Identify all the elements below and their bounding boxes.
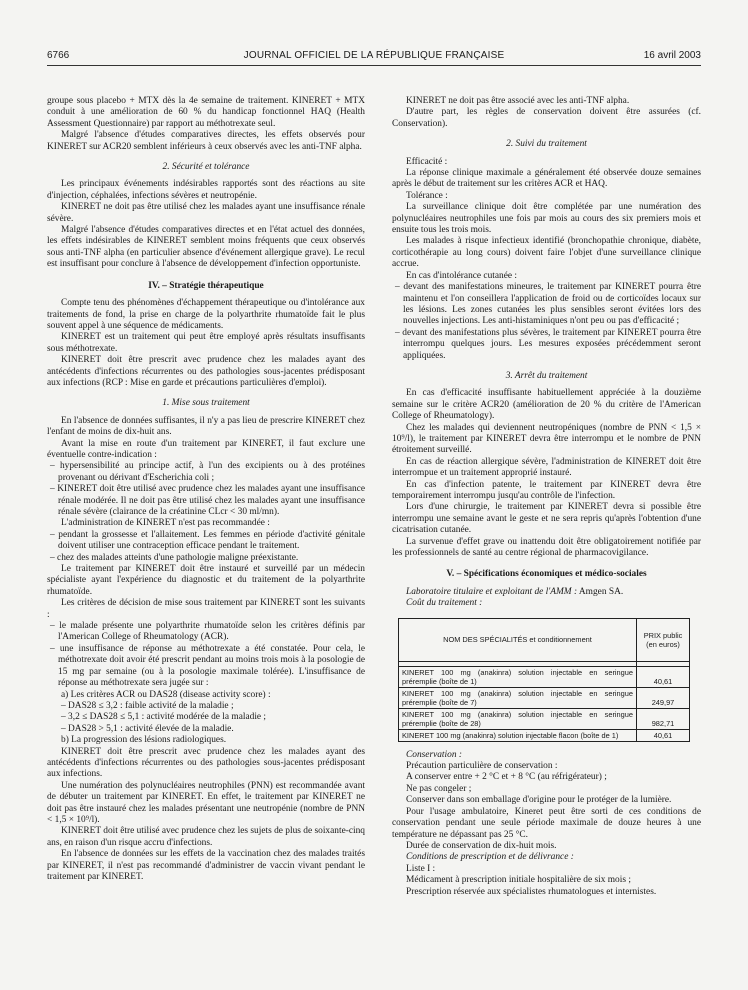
list-item: – le malade présente une polyarthrite rhumatoïde selon les critères définis par l'American College of Rheumatology (ACR).	[50, 621, 365, 643]
paragraph: KINERET doit être utilisé avec prudence chez les sujets de plus de soixante-cinq ans, en raison d'un risque accru d'infections.	[47, 826, 365, 848]
list-item: – DAS28 ≤ 3,2 : faible activité de la maladie ;	[61, 700, 234, 711]
paragraph	[392, 587, 701, 598]
section-heading: 2. Sécurité et tolérance	[162, 162, 250, 173]
paragraph: Lors d'une chirurgie, le traitement par KINERET devra si possible être interrompu une semaine avant le geste et ne sera repris qu'après l'obtention d'une cicatrisation cutanée.	[392, 502, 701, 536]
paragraph: Prescription réservée aux spécialistes rhumatologues et internistes.	[406, 886, 657, 897]
subheading: Conditions de prescription et de délivrance :	[406, 852, 574, 863]
paragraph: Conserver dans son emballage d'origine pour le protéger de la lumière.	[406, 795, 672, 806]
subheading: Tolérance :	[406, 190, 448, 201]
list-item: – DAS28 > 5,1 : activité élevée de la maladie.	[61, 723, 234, 734]
paragraph: A conserver entre + 2 °C et + 8 °C (au réfrigérateur) ;	[406, 772, 607, 783]
journal-title: JOURNAL OFFICIEL DE LA RÉPUBLIQUE FRANÇAISE	[243, 50, 505, 61]
paragraph: Le traitement par KINERET doit être instauré et surveillé par un médecin spécialiste ayant l'expérience du diagnostic et du traitement de la polyarthrite rhumatoïde.	[47, 564, 365, 597]
table-row	[399, 729, 690, 741]
table-cell-name: KINERET 100 mg (anakinra) solution injectable en seringue préremplie (boîte de 1)	[399, 666, 637, 687]
paragraph: Durée de conservation de dix-huit mois.	[406, 840, 557, 851]
list-item: – 3,2 ≤ DAS28 ≤ 5,1 : activité modérée de la maladie ;	[61, 712, 267, 723]
paragraph: KINERET doit être prescrit avec prudence chez les malades ayant des antécédents d'infections récurrentes ou des pathologies sous-jacentes prédisposant aux infections.	[47, 746, 365, 780]
list-item: b) La progression des lésions radiologiques.	[61, 735, 227, 746]
paragraph: Médicament à prescription initiale hospitalière de six mois ;	[406, 875, 631, 886]
list-item: – une insuffisance de réponse au méthotrexate a été constatée. Pour cela, le méthotrexate doit avoir été prescrit pendant au moins trois mois à la posologie de 15 mg par semaine (ou à la posologie maximale tolérée). L'insuffisance de réponse au méthotrexate sera jugée sur :	[50, 643, 365, 689]
section-heading: 3. Arrêt du traitement	[505, 370, 588, 381]
table-cell-name: KINERET 100 mg (anakinra) solution injectable en seringue préremplie (boîte de 28)	[399, 708, 637, 729]
paragraph: KINERET est un traitement qui peut être employé après résultats insuffisants sous méthotrexate.	[47, 332, 365, 354]
table-header-row	[399, 618, 690, 661]
paragraph: Compte tenu des phénomènes d'échappement thérapeutique ou d'intolérance aux traitements de fond, la prise en charge de la polyarthrite rhumatoïde fait le plus souvent appel à une séquence de médicaments.	[47, 298, 365, 331]
paragraph: L'administration de KINERET n'est pas recommandée :	[61, 518, 270, 529]
paragraph: groupe sous placebo + MTX dès la 4e semaine de traitement. KINERET + MTX conduit à une amélioration de 60 % du handicap fonctionnel HAQ (Health Assessment Questionnaire) par rapport au méthotrexate seul.	[47, 96, 365, 129]
table-cell-name: KINERET 100 mg (anakinra) solution injectable flacon (boîte de 1)	[399, 729, 637, 741]
paragraph: Avant la mise en route d'un traitement par KINERET, il faut exclure une éventuelle contre-indication :	[47, 438, 365, 460]
paragraph: En cas d'infection patente, le traitement par KINERET devra être temporairement interrompu jusqu'au contrôle de l'infection.	[392, 479, 701, 501]
lab-value: Amgen SA.	[578, 586, 624, 597]
paragraph: En cas d'intolérance cutanée :	[406, 270, 518, 281]
list-item: – KINERET doit être utilisé avec prudence chez les malades ayant une insuffisance rénale modérée. Il ne doit pas être utilisé chez les malades ayant une insuffisance rénale sévère (clairance de la créatinine CLcr < 30 ml/mn).	[50, 484, 365, 517]
price-table	[398, 618, 690, 742]
paragraph: KINERET ne doit pas être associé avec les anti-TNF alpha.	[406, 96, 630, 106]
paragraph: Une numération des polynucléaires neutrophiles (PNN) est recommandée avant de débuter un traitement par KINERET. En effet, le traitement par KINERET ne doit pas être instauré chez les malades présentant une neutropénie (nombre de PNN < 1,5 × 10⁹/l).	[47, 780, 365, 825]
lab-label: Laboratoire titulaire et exploitant de l'AMM :	[406, 586, 578, 597]
paragraph: En l'absence de données sur les effets de la vaccination chez des malades traités par KINERET, il n'est pas recommandé d'administrer de vaccin vivant pendant le traitement par KINERET.	[47, 849, 365, 882]
table-cell-name: KINERET 100 mg (anakinra) solution injectable en seringue préremplie (boîte de 7)	[399, 687, 637, 708]
table-header-price: PRIX public (en euros)	[637, 618, 690, 661]
issue-date: 16 avril 2003	[643, 50, 701, 61]
paragraph: Pour l'usage ambulatoire, Kineret peut être sorti de ces conditions de conservation pendant une seule période maximale de douze heures à une température ne dépassant pas 25 °C.	[392, 806, 701, 840]
paragraph: Liste I :	[406, 863, 436, 874]
list-item: a) Les critères ACR ou DAS28 (disease activity score) :	[61, 689, 271, 700]
paragraph: Les principaux événements indésirables rapportés sont des réactions au site d'injection, céphalées, infections sévères et neutropénie.	[47, 179, 365, 201]
paragraph: Chez les malades qui deviennent neutropéniques (nombre de PNN < 1,5 × 10⁹/l), le traitement par KINERET devra être interrompu et le nombre de PNN étroitement surveillé.	[392, 422, 701, 456]
paragraph: Ne pas congeler ;	[406, 783, 472, 794]
paragraph: La réponse clinique maximale a généralement été observée douze semaines après le début de traitement sur les critères ACR et HAQ.	[392, 168, 701, 190]
section-heading: IV. – Stratégie thérapeutique	[148, 280, 264, 291]
section-heading: V. – Spécifications économiques et médico-sociales	[446, 569, 647, 580]
paragraph: Les critères de décision de mise sous traitement par KINERET sont les suivants :	[47, 598, 365, 620]
paragraph: Coût du traitement :	[406, 598, 483, 609]
list-item: – devant des manifestations mineures, le traitement par KINERET pourra être maintenu et l'on conseillera l'application de froid ou de corticoïdes locaux sur les lésions. Les zones cutanées les plus sensibles seront évitées lors des nouvelles injections. Les anti-histaminiques n'ont peu ou pas d'efficacité ;	[395, 282, 701, 327]
section-heading: 1. Mise sous traitement	[162, 398, 250, 409]
section-heading: 2. Suivi du traitement	[506, 139, 587, 150]
paragraph: KINERET doit être prescrit avec prudence chez les malades ayant des antécédents d'infections récurrentes ou des pathologies sous-jacentes prédisposant aux infections (RCP : Mise en garde et précautions particulières d'emploi).	[47, 355, 365, 388]
list-item: – hypersensibilité au principe actif, à l'un des excipients ou à des protéines provenant ou dérivant d'Escherichia coli ;	[50, 461, 365, 483]
paragraph: Les malades à risque infectieux identifié (bronchopathie chronique, diabète, corticothérapie au long cours) doivent faire l'objet d'une surveillance clinique accrue.	[392, 236, 701, 270]
right-column	[392, 96, 701, 898]
paragraph: En cas de réaction allergique sévère, l'administration de KINERET doit être interrompue et un traitement approprié instauré.	[392, 456, 701, 479]
table-cell-price: 982,71	[637, 708, 690, 729]
paragraph: Malgré l'absence d'études comparatives directes, les effets observés pour KINERET sur ACR20 semblent inférieurs à ceux observés avec les anti-TNF alpha.	[47, 130, 365, 152]
paragraph: KINERET ne doit pas être utilisé chez les malades ayant une insuffisance rénale sévère.	[47, 202, 365, 224]
table-row	[399, 708, 690, 729]
paragraph: La surveillance clinique doit être complétée par une numération des polynucléaires neutrophiles une fois par mois au cours des six premiers mois et ensuite tous les trois mois.	[392, 202, 701, 236]
table-header-name: NOM DES SPÉCIALITÉS et conditionnement	[399, 618, 637, 661]
list-item: – devant des manifestations plus sévères, le traitement par KINERET pourra être interrompu quelques jours. Les mesures exposées précédemment seront appliquées.	[395, 327, 701, 361]
list-item: – chez des malades atteints d'une pathologie maligne préexistante.	[50, 552, 299, 563]
table-row	[399, 687, 690, 708]
paragraph: En cas d'efficacité insuffisante habituellement appréciée à la douzième semaine sur le critère ACR20 (amélioration de 20 % du critère de l'American College of Rheumatology).	[392, 388, 701, 422]
page-number: 6766	[47, 50, 70, 61]
paragraph: En l'absence de données suffisantes, il n'y a pas lieu de prescrire KINERET chez l'enfant de moins de dix-huit ans.	[47, 415, 365, 438]
table-cell-price: 40,61	[637, 729, 690, 741]
table-cell-price: 40,61	[637, 666, 690, 687]
left-column	[47, 96, 365, 883]
paragraph: Précaution particulière de conservation :	[406, 761, 558, 772]
table-row	[399, 666, 690, 687]
page-header	[47, 49, 701, 66]
list-item: – pendant la grossesse et l'allaitement. Les femmes en période d'activité génitale doivent utiliser une contraception efficace pendant le traitement.	[50, 529, 365, 552]
paragraph: Malgré l'absence d'études comparatives directes et en l'état actuel des données, les effets indésirables de KINERET semblent moins fréquents que ceux observés sous anti-TNF alpha (en particulier absence d'événement allergique grave). Le recul est insuffisant pour conclure à l'absence de développement d'infection opportuniste.	[47, 225, 365, 270]
table-cell-price: 249,97	[637, 687, 690, 708]
subheading: Efficacité :	[406, 156, 448, 167]
paragraph: D'autre part, les règles de conservation doivent être assurées (cf. Conservation).	[392, 107, 701, 129]
subheading: Conservation :	[406, 749, 462, 760]
paragraph: La survenue d'effet grave ou inattendu doit être obligatoirement notifiée par les professionnels de santé au centre régional de pharmacovigilance.	[392, 536, 701, 559]
